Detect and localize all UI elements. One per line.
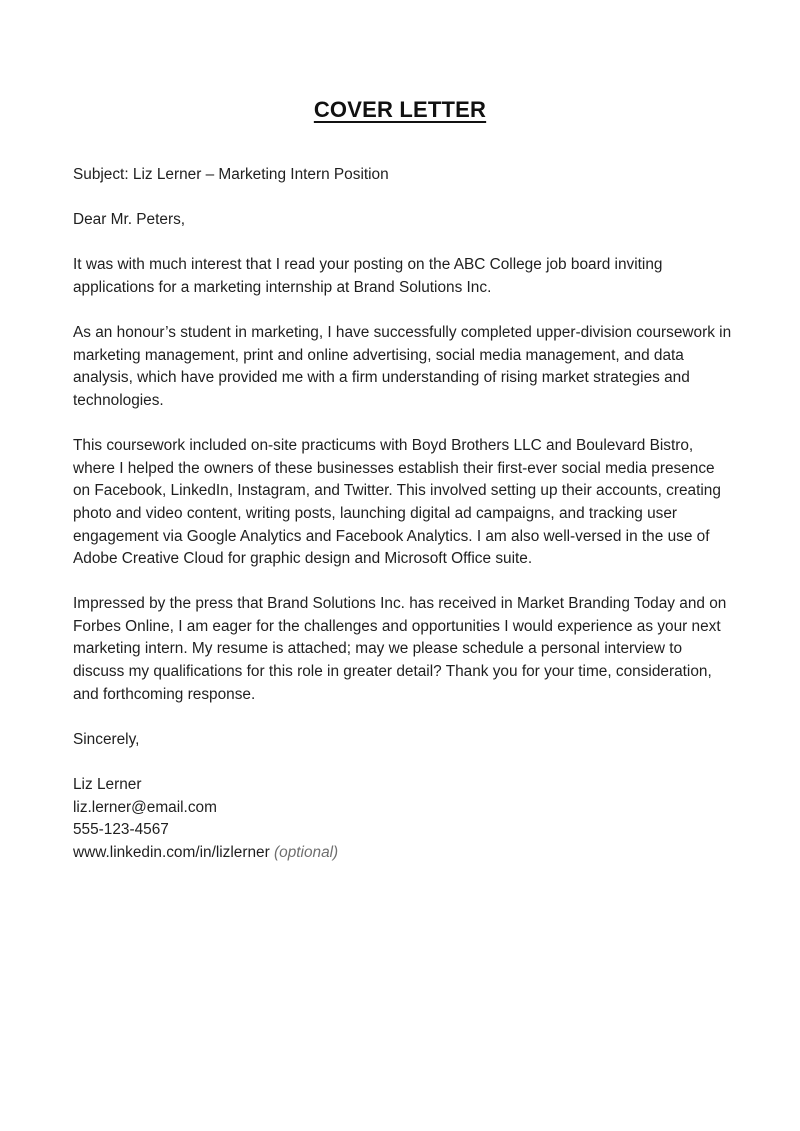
signature-linkedin: www.linkedin.com/in/lizlerner [73, 843, 270, 861]
paragraph-3: This coursework included on-site practicums with Boyd Brothers LLC and Boulevard Bistro, where I helped the owners of these businesses establish their first-ever social media presence on Facebook, LinkedIn, Instagram, and Twitter. This involved setting up their accounts, creating photo and video content, writing posts, launching digital ad campaigns, and tracking user engagement via Google Analytics and Facebook Analytics. I am also well-versed in the use of Adobe Creative Cloud for graphic design and Microsoft Office suite. [73, 437, 721, 568]
document-title [0, 97, 800, 123]
signature-linkedin-line [73, 842, 733, 865]
letter-body [73, 164, 733, 864]
paragraph-4: Impressed by the press that Brand Solutions Inc. has received in Market Branding Today and on Forbes Online, I am eager for the challenges and opportunities I would experience as your next marketing intern. My resume is attached; may we please schedule a personal interview to discuss my qualifications for this role in greater detail? Thank you for your time, consideration, and forthcoming response. [73, 595, 727, 703]
subject-line: Subject: Liz Lerner – Marketing Intern Position [73, 166, 389, 183]
paragraph-2: As an honour’s student in marketing, I have successfully completed upper-division coursework in marketing management, print and online advertising, social media management, and data analysis, which have provided me with a firm understanding of rising market strategies and technologies. [73, 324, 732, 409]
signature-block [73, 774, 733, 864]
document-title-text: COVER LETTER [313, 97, 487, 122]
signature-phone: 555-123-4567 [73, 821, 169, 839]
signature-name: Liz Lerner [73, 776, 142, 794]
closing: Sincerely, [73, 730, 140, 748]
linkedin-optional-note: (optional) [274, 843, 339, 861]
salutation: Dear Mr. Peters, [73, 211, 186, 229]
signature-email: liz.lerner@email.com [73, 798, 217, 816]
paragraph-1: It was with much interest that I read your posting on the ABC College job board inviting applications for a marketing internship at Brand Solutions Inc. [73, 256, 663, 296]
